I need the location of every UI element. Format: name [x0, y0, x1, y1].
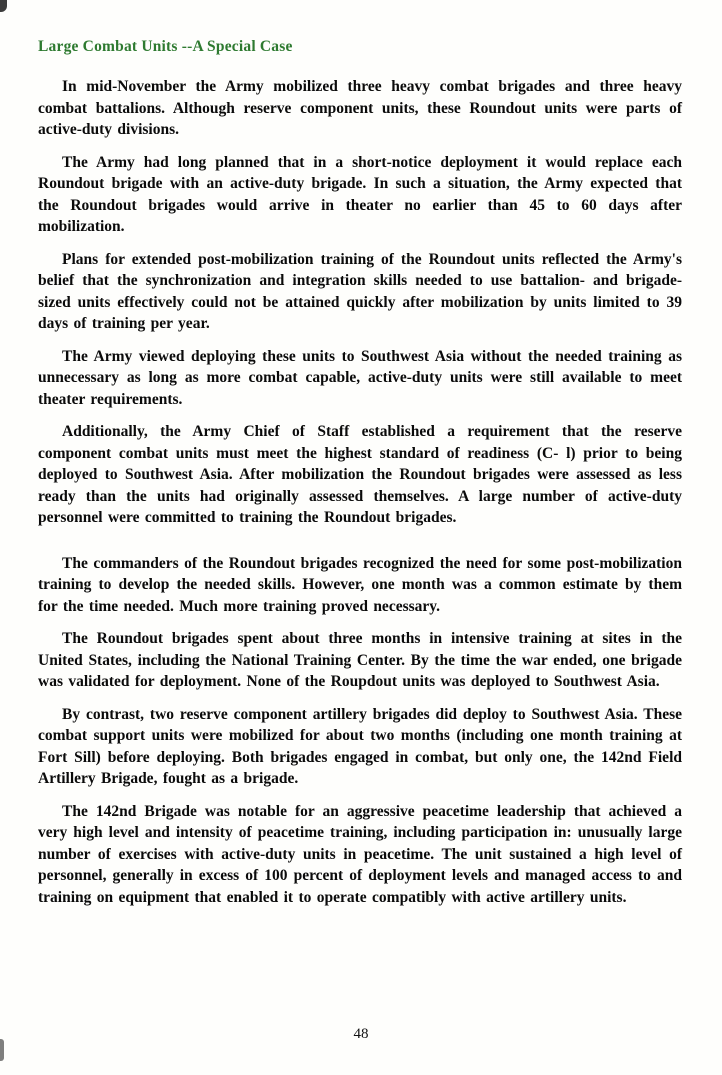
paragraph: In mid-November the Army mobilized three heavy combat brigades and three heavy combat battalions. Although reserve component units, these Roundout units were parts of active-duty divisions.: [38, 78, 682, 138]
document-heading: Large Combat Units --A Special Case: [38, 38, 293, 55]
paragraph: The Army viewed deploying these units to Southwest Asia without the needed training as unnecessary as long as more combat capable, active-duty units were still available to meet theater requirements.: [38, 347, 682, 408]
page-number: 48: [353, 1026, 369, 1042]
paragraph: Plans for extended post-mobilization training of the Roundout units reflected the Army's belief that the synchronization and integration skills needed to use battalion- and brigade-sized units effectively could not be attained quickly after mobilization by units limited to 39 days of training per year.: [38, 250, 682, 332]
paragraph: The Army had long planned that in a short-notice deployment it would replace each Roundout brigade with an active-duty brigade. In such a situation, the Army expected that the Roundout brigades would arrive in theater no earlier than 45 to 60 days after mobilization.: [38, 153, 682, 235]
document-body: [38, 76, 682, 908]
paragraph: By contrast, two reserve component artillery brigades did deploy to Southwest Asia. These combat support units were mobilized for about two months (including one month training at Fort Sill) before deploying. Both brigades engaged in combat, but only one, the 142nd Field Artillery Brigade, fought as a brigade.: [38, 705, 682, 787]
paragraph: The Roundout brigades spent about three months in intensive training at sites in the United States, including the National Training Center. By the time the war ended, one brigade was validated for deployment. None of the Roupdout units was deployed to Southwest Asia.: [38, 630, 682, 690]
paragraph: The 142nd Brigade was notable for an aggressive peacetime leadership that achieved a very high level and intensity of peacetime training, including participation in: unusually large number of exercises with active-duty units in peacetime. The unit sustained a high level of personnel, generally in excess of 100 percent of deployment levels and managed access to and training on equipment that enabled it to operate compatibly with active artillery units.: [38, 802, 682, 906]
paragraph: Additionally, the Army Chief of Staff established a requirement that the reserve component combat units must meet the highest standard of readiness (C- l) prior to being deployed to Southwest Asia. After mobilization the Roundout brigades were assessed as less ready than the units had originally assessed themselves. A large number of active-duty personnel were committed to training the Roundout brigades.: [38, 423, 682, 526]
paragraph: The commanders of the Roundout brigades recognized the need for some post-mobilization training to develop the needed skills. However, one month was a common estimate by them for the time needed. Much more training proved necessary.: [38, 554, 682, 615]
scan-artifact: [0, 0, 7, 12]
